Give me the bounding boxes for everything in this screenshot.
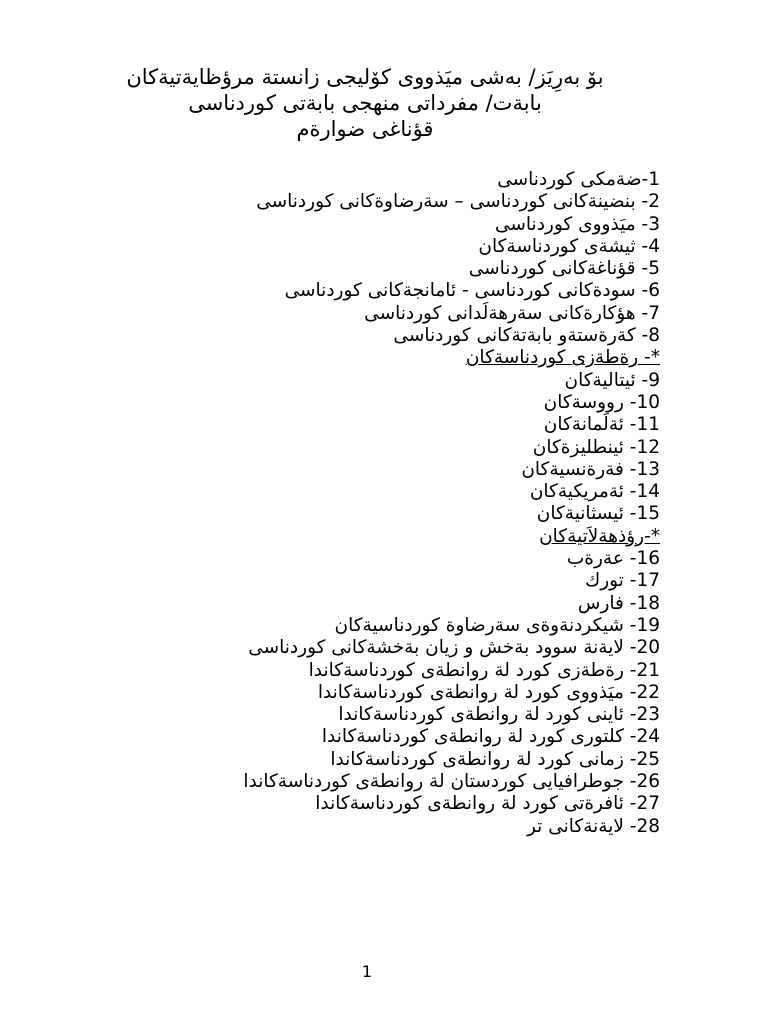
section-heading: *- رةطةزی کوردناسةکان	[465, 347, 660, 369]
list-item: 2- بنضینةکانی کوردناسی – سةرضاوةکانی کوردناسی	[256, 191, 660, 213]
header-line-subject: بابةت/ مفرداتی منهجی بابةتی کوردناسی	[188, 91, 542, 115]
list-item: 10- رووسةکان	[543, 391, 660, 413]
list-item: 8- کةرةستةو بابةتةکانی کوردناسی	[393, 325, 660, 347]
list-item: 4- ثیشةی کوردناسةکان	[478, 235, 660, 257]
document-header	[60, 64, 670, 142]
list-item: 5- قؤناغةکانی کوردناسی	[468, 258, 660, 280]
list-item: 14- ئةمریکیةکان	[529, 481, 660, 503]
list-item: 21- رةطةزی کورد لة روانطةی کوردناسةکاندا	[308, 659, 660, 681]
page-number: 1	[361, 962, 373, 981]
list-item: 25- زمانی کورد لة روانطةی کوردناسةکاندا	[330, 748, 660, 770]
list-item: 6- سودةکانی کوردناسی - ئامانجةکانی کوردناسی	[284, 280, 660, 302]
header-line-stage: قؤناغی ضوارةم	[296, 117, 434, 141]
section-heading: *-رؤذهةلاَتیةکان	[539, 525, 660, 547]
list-item: 3- میَذووی کوردناسی	[494, 213, 660, 235]
list-item: 12- ئینطلیزةکان	[532, 436, 660, 458]
list-item: 26- جوطرافیایی کوردستان لة روانطةی کوردناسةکاندا	[243, 771, 660, 793]
list-item: 9- ئیتالیةکان	[564, 369, 660, 391]
list-item: 28- لایةنةکانی تر	[526, 815, 660, 837]
list-item: 20- لایةنة سوود بةخش و زیان بةخشةکانی کوردناسی	[248, 637, 660, 659]
list-item: 15- ئیسثانیةکان	[536, 503, 660, 525]
list-item: 17- تورك	[585, 570, 660, 592]
list-item: 7- هؤکارةکانی سةرهةلَدانی کوردناسی	[364, 302, 660, 324]
list-item: 1-ضةمکی کوردناسی	[497, 169, 660, 190]
list-item: 18- فارس	[577, 592, 660, 614]
list-item: 24- کلتوری کورد لة روانطةی کوردناسةکاندا	[321, 726, 660, 748]
list-item: 13- فةرةنسیةکان	[521, 458, 660, 480]
list-item: 27- ئافرةتی کورد لة روانطةی کوردناسةکاندا	[315, 793, 660, 815]
list-item: 16- عةرةب	[566, 548, 660, 570]
header-line-recipient: بۆ بەرِیَز/ بەشی میَذووی کۆلیجی زانستة مرؤظایةتیةکان	[126, 65, 604, 89]
syllabus-list	[60, 169, 660, 838]
list-item: 23- ئاینی کورد لة روانطةی کوردناسةکاندا	[338, 704, 660, 726]
list-item: 22- میَذووی کورد لة روانطةی کوردناسةکاندا	[317, 681, 660, 703]
list-item: 11- ئةلَمانةکان	[543, 414, 660, 436]
list-item: 19- شیکردنةوةی سةرضاوة کوردناسیةکان	[334, 614, 660, 636]
